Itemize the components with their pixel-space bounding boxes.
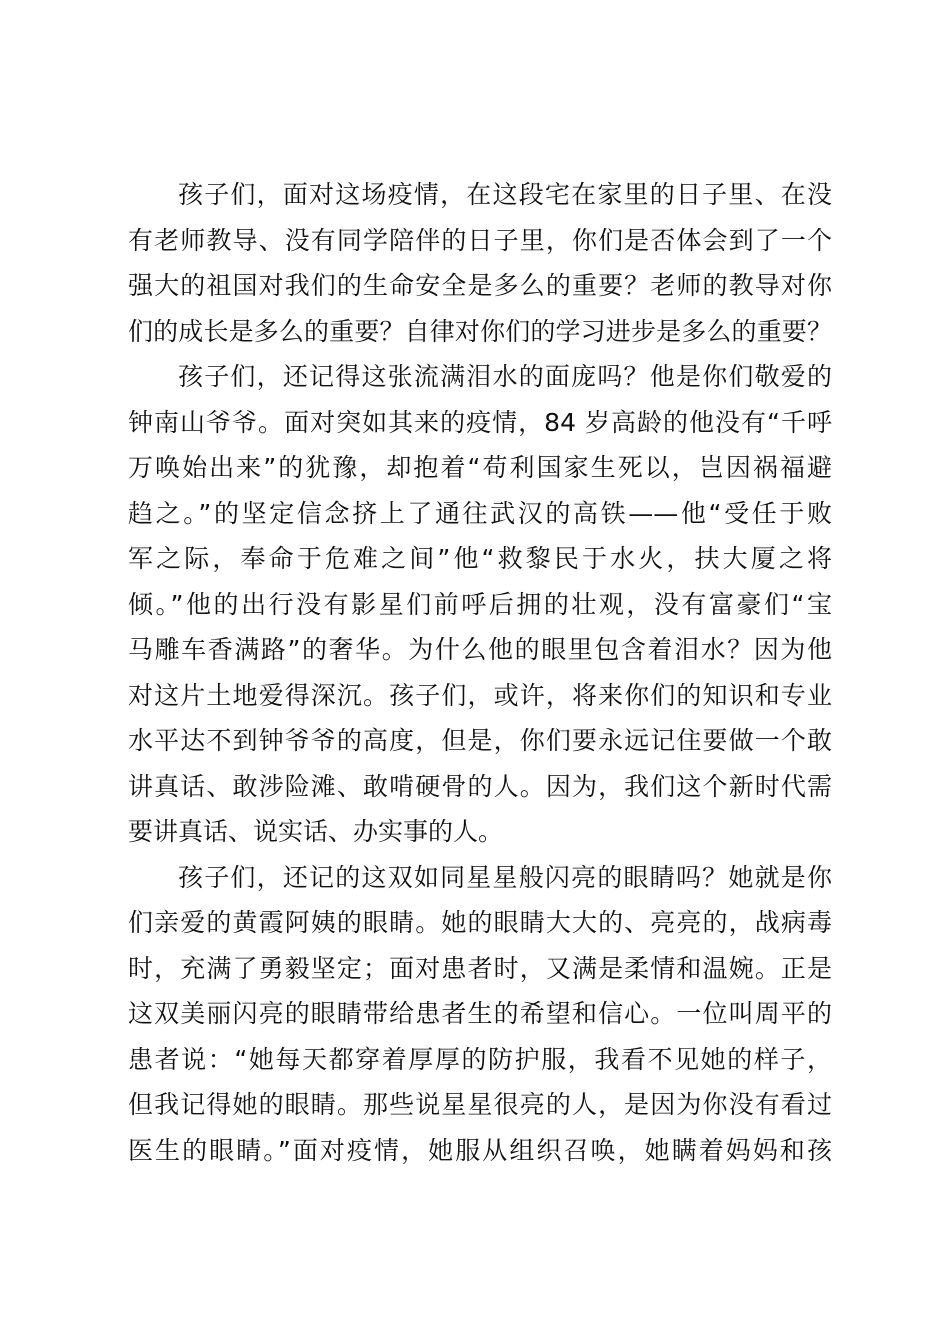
paragraph-2-line-1: 孩子们，还记得这张流满泪水的面庞吗？他是你们敬爱的 — [178, 362, 832, 391]
paragraph-2-line-8: 对这片土地爱得深沉。孩子们，或许，将来你们的知识和专业 — [128, 680, 832, 710]
paragraph-2-line-4: 趋之。”的坚定信念挤上了通往武汉的高铁——他“受任于败 — [128, 498, 832, 528]
document-body — [128, 172, 832, 1173]
paragraph-3-line-1: 孩子们，还记的这双如同星星般闪亮的眼睛吗？她就是你 — [178, 862, 832, 892]
paragraph-2-line-2: 钟南山爷爷。面对突如其来的疫情，84 岁高龄的他没有“千呼 — [128, 407, 832, 437]
paragraph-2-line-7: 马雕车香满路”的奢华。为什么他的眼里包含着泪水？因为他 — [128, 635, 832, 664]
paragraph-2-line-5: 军之际，奉命于危难之间”他“救黎民于水火，扶大厦之将 — [128, 544, 832, 573]
paragraph-2-line-10: 讲真话、敢涉险滩、敢啃硬骨的人。因为，我们这个新时代需 — [128, 771, 832, 801]
paragraph-1-line-2: 有老师教导、没有同学陪伴的日子里，你们是否体会到了一个 — [128, 225, 832, 255]
paragraph-3-line-7: 医生的眼睛。”面对疫情，她服从组织召唤，她瞒着妈妈和孩 — [128, 1135, 832, 1165]
paragraph-3-line-5: 患者说：“她每天都穿着厚厚的防护服，我看不见她的样子， — [128, 1044, 832, 1074]
paragraph-1-line-1: 孩子们，面对这场疫情，在这段宅在家里的日子里、在没 — [178, 180, 832, 209]
paragraph-1-line-3: 强大的祖国对我们的生命安全是多么的重要？老师的教导对你 — [128, 271, 832, 300]
paragraph-2-line-6: 倾。”他的出行没有影星们前呼后拥的壮观，没有富豪们“宝 — [128, 589, 832, 619]
paragraph-3-line-2: 们亲爱的黄霞阿姨的眼睛。她的眼睛大大的、亮亮的，战病毒 — [128, 908, 832, 937]
paragraph-3-line-6: 但我记得她的眼睛。那些说星星很亮的人，是因为你没有看过 — [128, 1090, 832, 1119]
paragraph-2-line-3: 万唤始出来”的犹豫，却抱着“苟利国家生死以，岂因祸福避 — [128, 453, 832, 482]
paragraph-2-line-11: 要讲真话、说实话、办实事的人。 — [128, 817, 504, 846]
paragraph-3-line-3: 时，充满了勇毅坚定；面对患者时，又满是柔情和温婉。正是 — [128, 953, 832, 983]
paragraph-3-line-4: 这双美丽闪亮的眼睛带给患者生的希望和信心。一位叫周平的 — [128, 999, 832, 1028]
paragraph-2-line-9: 水平达不到钟爷爷的高度，但是，你们要永远记住要做一个敢 — [128, 726, 832, 755]
paragraph-1-line-4: 们的成长是多么的重要？自律对你们的学习进步是多么的重要？ — [128, 316, 832, 346]
